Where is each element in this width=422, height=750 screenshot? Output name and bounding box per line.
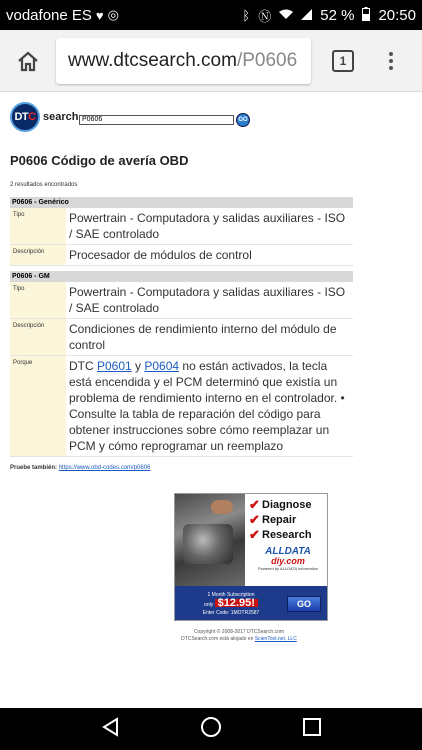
status-bar [0,0,422,30]
ad-item-label: Diagnose [262,498,312,511]
see-also [10,465,150,471]
search-go-button[interactable]: GO [236,113,250,127]
cause-text-prefix: DTC [69,359,97,373]
ad-go-button[interactable]: GO [287,596,321,612]
system-nav-bar [0,708,422,750]
recents-button[interactable] [303,718,321,741]
battery-icon [362,7,370,24]
url-host: www.dtcsearch.com [68,49,237,71]
result-section-gm [10,271,353,457]
footer-hosted-prefix: DTCSearch.com está alojado en [181,636,255,642]
site-logo[interactable] [10,102,78,132]
back-button[interactable] [101,717,119,742]
table-row [10,208,353,245]
see-also-label: Pruebe también: [10,465,59,471]
url-bar[interactable] [56,38,311,84]
ad-price: $12.95! [215,599,258,607]
code-link-p0604[interactable]: P0604 [144,359,180,373]
ad-item-label: Research [262,528,312,541]
home-circle-icon [200,716,222,738]
whatsapp-icon: ◎ [107,7,119,22]
battery-percent: 52 % [320,6,355,24]
table-row [10,319,353,356]
row-value: Procesador de módulos de control [69,248,252,262]
footer-hosted-link[interactable]: ScienTool.net, LLC [254,636,297,642]
ad-powered: Powered by ALLDATA Information [257,566,319,571]
table-row [10,245,353,266]
web-page [0,92,422,708]
ad-item [249,527,327,542]
home-nav-button[interactable] [200,716,222,743]
signal-icon [301,8,312,23]
nfc-icon: Ⓝ [258,8,272,24]
home-icon [16,50,40,72]
heart-icon: ♥ [95,7,104,23]
ad-item-label: Repair [262,513,297,526]
results-count: 2 resultados encontrados [10,182,78,188]
row-value: Condiciones de rendimiento interno del módulo de control [69,322,337,352]
alldata-ad-banner[interactable] [174,493,328,621]
row-value: Powertrain - Computadora y salidas auxiliares - ISO / SAE controlado [69,285,346,315]
see-also-link[interactable]: https://www.obd-codes.com/p0606 [58,465,151,471]
logo-word: search [43,111,79,123]
row-label: Porque [10,356,66,456]
checkmark-icon: ✔ [249,496,260,512]
row-label: Tipo [10,282,66,318]
checkmark-icon: ✔ [249,511,260,527]
section-header: P0606 - GM [10,271,353,282]
tab-count: 1 [332,50,354,72]
url-path: /P0606 [236,49,298,71]
bluetooth-icon: ᛒ [242,7,251,23]
footer-copyright: Copyright © 2008-2017 DTCSearch.com [193,629,285,635]
table-row [10,356,353,457]
table-row [10,282,353,319]
home-button[interactable] [0,30,56,92]
row-label: Descripción [10,245,66,265]
code-search-input[interactable]: P0606 [79,115,234,125]
code-link-p0601[interactable]: P0601 [97,359,132,373]
row-label: Tipo [10,208,66,244]
cause-text-mid: y [131,359,145,373]
result-section-generic [10,197,353,266]
ad-item [249,512,327,527]
checkmark-icon: ✔ [249,526,260,542]
row-value [66,356,353,456]
ad-promo-text: 1 Month Subscription [207,592,255,598]
page-footer [0,629,422,643]
carrier-label: vodafone ES [6,6,92,24]
engine-photo [175,494,245,586]
page-title: P0606 Código de avería OBD [10,153,189,168]
logo-mark: DT C [10,102,40,132]
ad-price-prefix: only [204,602,214,608]
ad-brand-name: ALLDATA [265,546,311,557]
ad-item [249,497,327,512]
ad-brand-sub: diy.com [271,556,305,566]
wifi-icon [279,8,293,23]
section-header: P0606 - Genérico [10,197,353,208]
ad-promo-bar [175,586,328,621]
clock: 20:50 [378,6,416,24]
footer-hosted [0,636,422,643]
browser-toolbar [0,30,422,92]
ad-code: Enter Code: 1MOTR2587 [202,610,260,616]
recents-icon [303,718,321,736]
ad-brand [249,546,327,571]
tabs-button[interactable] [315,30,371,92]
row-label: Descripción [10,319,66,355]
cause-text-rest: no están activados, la tecla está encendida y el PCM determinó que existía un problema de rendimiento interno en el controlador. • Consulte la tabla de reparación del código para obtener instrucciones sobre cómo reemplazar un PCM y cómo reprogramar un reemplazo [69,359,345,453]
back-icon [101,717,119,737]
overflow-menu-button[interactable] [371,30,411,92]
row-value: Powertrain - Computadora y salidas auxiliares - ISO / SAE controlado [69,211,346,241]
